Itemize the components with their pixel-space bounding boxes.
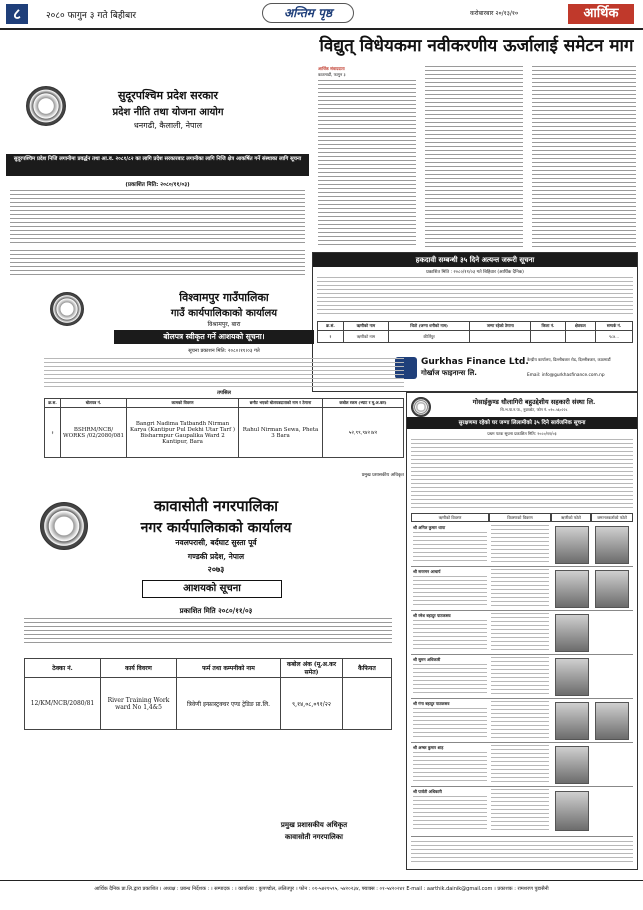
headline: विद्युत् विधेयकमा नवीकरणीय ऊर्जालाई समेटन माग <box>319 36 634 56</box>
notice5-person-row <box>411 699 633 743</box>
borrower-photo <box>555 702 589 740</box>
notice4-banner: आशयको सूचना <box>142 580 282 598</box>
property-details <box>491 525 549 563</box>
notice2-cell <box>565 331 595 343</box>
notice5-closing-text <box>411 841 633 865</box>
notice5-person-row <box>411 743 633 787</box>
notice4-cell-amount: ९,१४,०८,०९१/२२ <box>281 678 343 730</box>
notice4-cell-work: River Training Work ward No 1,4&5 <box>101 678 177 730</box>
notice3-table <box>44 398 404 458</box>
notice4-table <box>24 658 392 730</box>
notice3-th-amount: कबोल रकम (भ्याट र मू.अ.कर) <box>323 399 404 408</box>
notice2-th-area: क्षेत्रफल <box>565 322 595 331</box>
person-name: श्री सुमन अधिकारी <box>413 657 441 662</box>
notice4-title2: नगर कार्यपालिकाको कार्यालय <box>140 520 292 536</box>
person-details <box>413 752 487 784</box>
notice2-th-owner: धितो (जग्गा धनीको नाम) <box>388 322 470 331</box>
notice5-person-row <box>411 567 633 611</box>
notice2-company-np: गोर्खाज फाइनान्स लि. <box>421 369 477 377</box>
notice4-body-text <box>24 618 392 646</box>
brand-logo: आर्थिक <box>568 4 634 24</box>
person-name: श्री अनिल कुमार थापा <box>413 525 446 530</box>
notice1-pubdate: (प्रकाशित मिति: २०८०/११/०३) <box>125 182 190 188</box>
borrower-photo <box>555 658 589 696</box>
notice3-cell-sn: १ <box>45 408 61 458</box>
notice3-footer: प्रमुख प्रशासकीय अधिकृत <box>361 473 404 478</box>
person-name: श्री रमेश बहादुर पाठकसव <box>413 613 451 618</box>
notice5-person-row <box>411 611 633 655</box>
person-details <box>413 796 487 832</box>
cooperative-logo-icon <box>411 397 431 417</box>
notice2-th-contact: सम्पर्क नं. <box>595 322 632 331</box>
notice5-title: गोसाईकुण्ड धौलागिरी बहुउद्देशीय सहकारी संस्था लि. <box>472 398 596 406</box>
borrower-photo <box>555 526 589 564</box>
property-details <box>491 789 549 831</box>
notice4-year: २०७३ <box>207 564 225 574</box>
notice-gosaikunda-auction <box>406 392 638 870</box>
notice3-title1: विश्वामपुर गाउँपालिका <box>179 291 269 304</box>
notice2-th-name: ऋणीको नाम <box>343 322 388 331</box>
notice4-pubdate: प्रकाशित मिति २०८०/११/०३ <box>179 606 253 615</box>
notice4-th-work: कार्य विवरण <box>101 659 177 678</box>
notice5-col-header-a: ऋणीको विवरण <box>411 513 489 522</box>
notice5-body-text <box>411 439 633 511</box>
person-details <box>413 708 487 740</box>
notice5-person-row <box>411 787 633 837</box>
person-details <box>413 620 487 652</box>
notice2-cell: ऋणीको नाम <box>343 331 388 343</box>
person-name: श्री सन्तमन आचार्य <box>413 569 441 574</box>
notice4-cell-firm: त्रिवेणी इन्फ्रास्ट्रक्चर एण्ड ट्रेडिङ प्रा.लि. <box>177 678 281 730</box>
person-details <box>413 664 487 696</box>
notice3-pubdate: सूचना प्रकाशन मिति: २०८०।११।०३ गते <box>188 348 260 354</box>
article-column-1 <box>318 80 416 248</box>
notice1-continued-text <box>10 250 305 276</box>
person-name: श्री अम्बर कुमार शाह <box>413 745 444 750</box>
notice3-th-bidder: छनौट भएको बोलपत्रदाताको नाम र ठेगाना <box>239 399 323 408</box>
notice4-province: गण्डकी प्रदेश, नेपाल <box>187 552 245 561</box>
article-column-2 <box>425 66 523 248</box>
notice-bishrampur <box>44 286 404 482</box>
notice1-title3: धनगढी, कैलाली, नेपाल <box>133 121 203 130</box>
notice-kawasoti <box>6 494 400 860</box>
notice3-th-desc: कामको विवरण <box>127 399 239 408</box>
notice4-th-amount: कबोल अंक (मू.अ.कर समेत) <box>281 659 343 678</box>
notice-provincial-planning <box>6 76 309 248</box>
notice4-title1: कावासोती नगरपालिका <box>153 497 279 515</box>
notice1-title1: सुदूरपश्चिम प्रदेश सरकार <box>117 89 219 102</box>
person-name: श्री पार्वती अधिकारी <box>413 789 442 794</box>
person-details <box>413 576 487 608</box>
notice4-sign2: कावासोती नगरपालिका <box>285 832 343 841</box>
notice5-person-row <box>411 523 633 567</box>
notice4-sign1: प्रमुख प्रशासकीय अधिकृत <box>280 820 348 829</box>
notice4-place: नवलपरासी, बर्दघाट सुस्ता पूर्व <box>175 538 257 547</box>
notice2-address: केन्द्रीय कार्यालय, डिल्लीबजार रोड, दिल्लीबजार, काठमाडौं <box>527 357 611 362</box>
page-footer: आर्थिक दैनिक प्रा.लि.द्वारा प्रकाशित । अध्यक्ष : प्रबन्ध निर्देशक : । सम्पादक : । कार्यालय : कुपण्डोल, ललितपुर । फोन : ०१-५४२१५९५, ५४२०२३४, फ्याक्स : ०१-५४२०२४१ E-mail : aarthik.dainik@gmail.com । प्रकाशक : रामशरण पुडासैनी <box>0 880 643 898</box>
notice3-title2: गाउँ कार्यपालिकाको कार्यालय <box>170 308 278 319</box>
notice2-company: Gurkhas Finance Ltd. <box>421 357 529 367</box>
masthead <box>0 0 643 30</box>
byline-place: काठमाडौं, फागुन ३ <box>318 72 346 77</box>
property-details <box>491 569 549 607</box>
notice3-cell-desc: Bangri Nadima Tatbandh Nirman Karya (Kantipur Pul Dekhi Utar Tarf ) Bisharmpur Gaupalika Ward 2 Kantipur, Bara <box>127 408 239 458</box>
notice4-th-firm: फर्म तथा कम्पनीको नाम <box>177 659 281 678</box>
guarantor-photo <box>595 570 629 608</box>
property-details <box>491 701 549 739</box>
borrower-photo <box>555 570 589 608</box>
notice2-cell: ९८४... <box>595 331 632 343</box>
notice3-banner: बोलपत्र स्वीकृत गर्ने आशयको सूचना। <box>114 330 314 344</box>
notice5-sub: प्रथम पटक सूचना प्रकाशित मिति: २०८०/११/०३ <box>487 431 557 436</box>
notice1-subject: सुदूरपश्चिम प्रदेश निजि लगानीमा प्रवर्द्धन तथा आ.व. २०८१/८२ का लागि प्रदेश सरकारबाट लगानीका लागि निजि क्षेत्र आकर्षित गर्ने संस्थाका लागि सूचना <box>6 154 309 176</box>
kawasoti-emblem-icon <box>40 502 88 550</box>
notice4-cell-code: 12/KM/NCB/2080/81 <box>25 678 101 730</box>
notice4-th-code: ठेक्का नं. <box>25 659 101 678</box>
notice2-th-location: जग्गा रहेको ठेगाना <box>470 322 531 331</box>
notice3-th-code: बोलपत्र नं. <box>61 399 127 408</box>
notice2-email: Email: info@gurkhasfinance.com.np <box>527 373 605 378</box>
notice3-body-text <box>44 358 404 390</box>
borrower-photo <box>555 614 589 652</box>
notice3-cell-bidder: Rahul Nirman Sewa, Pheta 3 Bara <box>239 408 323 458</box>
person-details <box>413 532 487 564</box>
notice2-cell <box>470 331 531 343</box>
notice3-place: विश्रामपुर, बारा <box>207 321 241 328</box>
notice1-body-text <box>10 190 305 244</box>
notice2-pubdate: प्रकाशित मिति : २०८०/११/०३ गते बिहिवार (आर्थिक दैनिक) <box>426 270 524 275</box>
notice3-th-sn: क्र.स. <box>45 399 61 408</box>
byline-tag: आर्थिक संवाददाता <box>318 66 345 71</box>
header-right-date: करोबारबार २०/१३/१० <box>470 10 519 17</box>
notice2-cell: कीर्तिपुर <box>388 331 470 343</box>
municipality-emblem-icon <box>50 292 84 326</box>
borrower-photo <box>555 791 589 831</box>
property-details <box>491 613 549 651</box>
property-details <box>491 745 549 783</box>
borrower-photo <box>555 746 589 784</box>
notice2-th-plot: कित्ता नं. <box>531 322 565 331</box>
header-date: २०८० फागुन ३ गते बिहीबार <box>46 11 137 21</box>
guarantor-photo <box>595 702 629 740</box>
guarantor-photo <box>595 526 629 564</box>
notice2-title: हकदावी सम्बन्धी ३५ दिने अत्यन्त जरूरी सूचना <box>313 253 637 267</box>
government-emblem-icon <box>26 86 66 126</box>
notice4-cell-remark <box>343 678 392 730</box>
notice4-th-remark: कैफियत <box>343 659 392 678</box>
notice5-col-header-c: ऋणीको फोटो <box>551 513 591 522</box>
notice2-cell <box>531 331 565 343</box>
notice5-banner: सुरक्षणमा रहेको घर जग्गा लिलामीको ३५ दिने सार्वजनिक सूचना <box>407 417 637 429</box>
notice3-cell-code: BSHRM/NCB/ WORKS /02/2080/081 <box>61 408 127 458</box>
person-name: श्री गंगा बहादुर पाठकसव <box>413 701 450 706</box>
notice5-col-header-d: जमानतकर्ताको फोटो <box>591 513 633 522</box>
notice1-title2: प्रदेश नीति तथा योजना आयोग <box>112 107 224 118</box>
section-label: अन्तिम पृष्ठ <box>262 3 354 23</box>
notice5-col-header-b: विवरणको विवरण <box>489 513 551 522</box>
page-number: ८ <box>6 4 28 24</box>
property-details <box>491 657 549 695</box>
notice3-table-title: तपसिल <box>217 390 231 396</box>
notice2-cell: १ <box>318 331 344 343</box>
notice5-address: धि.भ.पा.न.पा., नुवाकोट, फोन नं. ०१०-५६०२२८ <box>500 407 568 412</box>
notice5-person-row <box>411 655 633 699</box>
notice3-cell-amount: ५२,९९,९४२।४२ <box>323 408 404 458</box>
article-column-3 <box>532 66 636 248</box>
notice2-th-sn: क्र.सं. <box>318 322 344 331</box>
